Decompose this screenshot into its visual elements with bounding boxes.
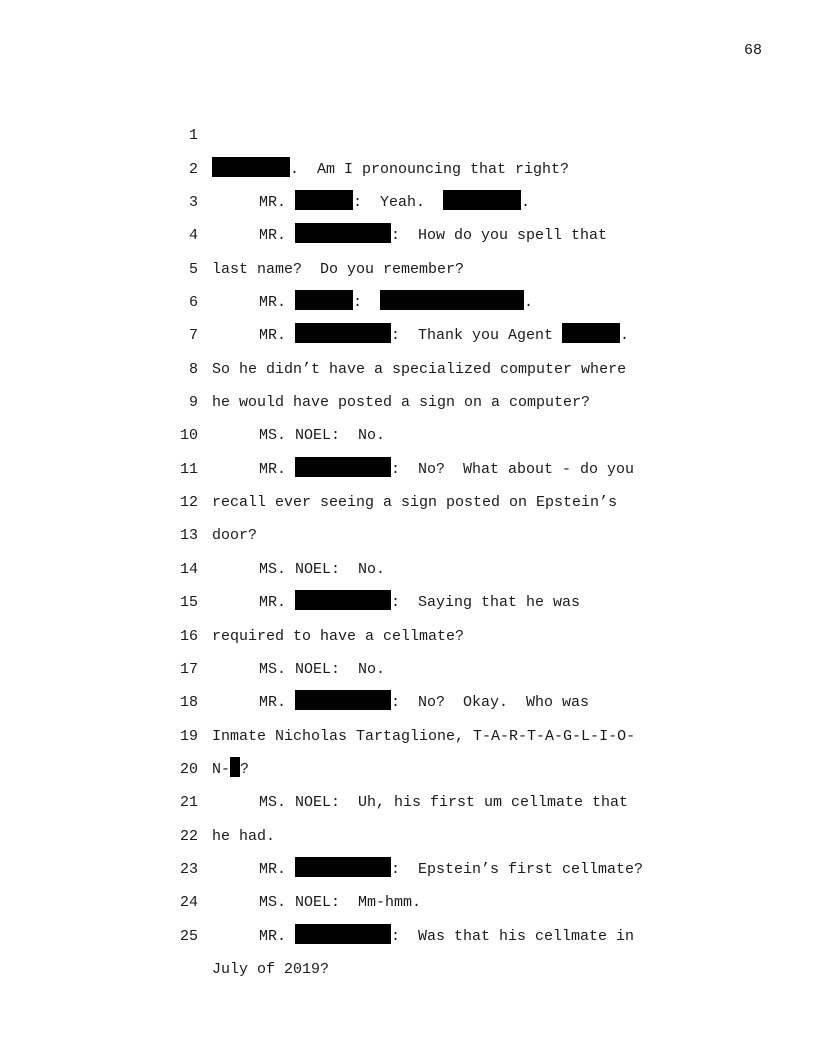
text-segment: : No? Okay. Who was <box>391 694 590 712</box>
line-number: 14 <box>179 560 198 578</box>
text-segment: : Thank you Agent <box>391 327 563 345</box>
line-number: 23 <box>179 860 198 878</box>
line-text: he would have posted a sign on a computer? <box>212 394 591 412</box>
speaker-label: MR. <box>259 694 296 712</box>
speaker-label: MR. <box>259 294 296 312</box>
line-number: 12 <box>179 494 198 512</box>
line-number: 11 <box>179 460 198 478</box>
text-segment: : Epstein’s first cellmate? <box>391 860 644 878</box>
line-text: So he didn’t have a specialized computer where <box>212 360 627 378</box>
line-text: recall ever seeing a sign posted on Epstein’s <box>212 494 618 512</box>
line-number: 17 <box>179 660 198 678</box>
text-segment: . <box>521 194 531 212</box>
line-number: 2 <box>188 160 198 178</box>
line-text: required to have a cellmate? <box>212 627 465 645</box>
speaker-label: MR. <box>259 194 296 212</box>
line-text: MS. NOEL: No. <box>259 660 386 678</box>
line-text: last name? Do you remember? <box>212 260 465 278</box>
speaker-label: MR. <box>259 327 296 345</box>
text-segment: N- <box>212 760 231 778</box>
text-segment: . <box>620 327 630 345</box>
line-text <box>259 920 634 953</box>
line-number: 6 <box>188 294 198 312</box>
text-segment: : How do you spell that <box>391 227 608 245</box>
line-number: 15 <box>179 594 198 612</box>
line-number: 10 <box>179 427 198 445</box>
line-number: 3 <box>188 194 198 212</box>
transcript-body <box>0 86 816 978</box>
line-number: 21 <box>179 794 198 812</box>
speaker-label: MR. <box>259 860 296 878</box>
line-number: 5 <box>188 260 198 278</box>
line-number: 19 <box>179 727 198 745</box>
line-number: 18 <box>179 694 198 712</box>
line-number: 1 <box>188 127 198 145</box>
line-number: 7 <box>188 327 198 345</box>
text-segment: : Yeah. <box>353 194 444 212</box>
text-segment: : No? What about - do you <box>391 460 635 478</box>
transcript-line <box>0 86 816 178</box>
line-text: door? <box>212 527 258 545</box>
line-number: 8 <box>188 360 198 378</box>
line-text: Inmate Nicholas Tartaglione, T-A-R-T-A-G-L-I-O- <box>212 727 636 745</box>
line-number: 16 <box>179 627 198 645</box>
text-segment: : Was that his cellmate in <box>391 927 635 945</box>
speaker-label: MR. <box>259 460 296 478</box>
line-text: MS. NOEL: No. <box>259 560 386 578</box>
speaker-label: MR. <box>259 227 296 245</box>
line-number: 22 <box>179 827 198 845</box>
text-segment: . Am I pronouncing that right? <box>290 160 570 178</box>
line-number: 13 <box>179 527 198 545</box>
line-text: July of 2019? <box>212 960 330 978</box>
line-text: MS. NOEL: No. <box>259 427 386 445</box>
text-segment: ? <box>240 760 250 778</box>
line-text: he had. <box>212 827 276 845</box>
line-number: 25 <box>179 927 198 945</box>
text-segment: : <box>353 294 381 312</box>
text-segment: : Saying that he was <box>391 594 581 612</box>
line-number: 4 <box>188 227 198 245</box>
redaction-box <box>295 924 391 944</box>
transcript-line <box>0 253 816 345</box>
line-text: MS. NOEL: Uh, his first um cellmate that <box>259 794 629 812</box>
page-number: 68 <box>743 42 762 59</box>
line-number: 20 <box>179 760 198 778</box>
speaker-label: MR. <box>259 594 296 612</box>
line-text: MS. NOEL: Mm-hmm. <box>259 894 422 912</box>
line-number: 24 <box>179 894 198 912</box>
line-number: 9 <box>188 394 198 412</box>
text-segment: . <box>524 294 534 312</box>
speaker-label: MR. <box>259 927 296 945</box>
